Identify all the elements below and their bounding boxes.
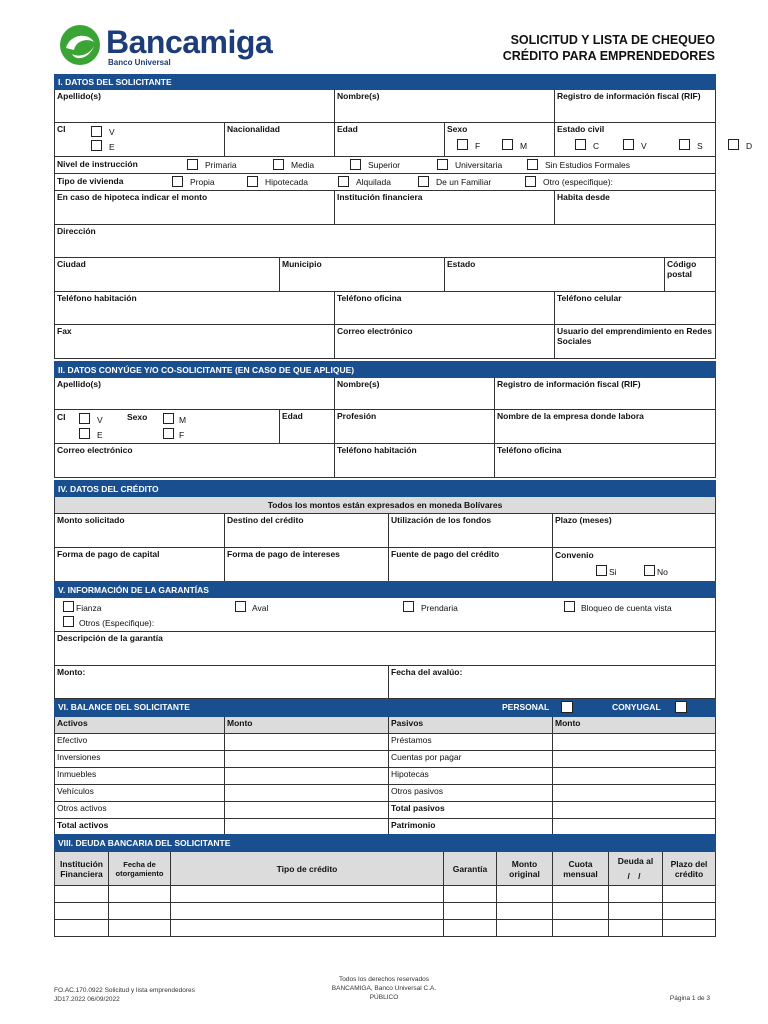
pasivo-label: Total pasivos: [389, 802, 553, 819]
activo-label: Vehículos: [55, 785, 225, 802]
col-deuda-al-label: Deuda al: [617, 856, 654, 866]
conyuge-ci-v-checkbox[interactable]: [79, 413, 90, 424]
hipoteca-monto-field[interactable]: En caso de hipoteca indicar el monto: [55, 191, 335, 225]
moneda-note: Todos los montos están expresados en moneda Bolívares: [55, 497, 716, 514]
pasivo-monto-cell[interactable]: [553, 819, 716, 836]
otros-garantia-checkbox[interactable]: [63, 616, 74, 627]
propia-label: Propia: [190, 177, 215, 187]
direccion-field[interactable]: Dirección: [55, 225, 716, 258]
sexo-f-label: F: [475, 141, 481, 151]
bancamiga-logo-icon: [58, 24, 102, 66]
universitaria-label: Universitaria: [455, 160, 503, 170]
activo-monto-cell[interactable]: [225, 768, 389, 785]
pasivo-monto-cell[interactable]: [553, 802, 716, 819]
institucion-financiera-field[interactable]: Institución financiera: [335, 191, 555, 225]
sexo-label: Sexo: [447, 124, 468, 134]
prendaria-checkbox[interactable]: [403, 601, 414, 612]
deuda-cell[interactable]: [171, 920, 444, 937]
activo-monto-cell[interactable]: [225, 751, 389, 768]
conyuge-sexo-label: Sexo: [127, 412, 148, 422]
fax-field[interactable]: Fax: [55, 325, 335, 359]
conyuge-ci-v-label: V: [97, 415, 103, 425]
col-deuda-al-date: / /: [627, 871, 644, 881]
ciudad-field[interactable]: Ciudad: [55, 258, 280, 292]
pasivo-label: Hipotecas: [389, 768, 553, 785]
document-title-line1: SOLICITUD Y LISTA DE CHEQUEO: [510, 33, 715, 47]
deuda-cell[interactable]: [609, 920, 663, 937]
table-row: [55, 819, 716, 836]
hipotecada-label: Hipotecada: [265, 177, 309, 187]
pasivo-monto-cell[interactable]: [553, 768, 716, 785]
familiar-checkbox[interactable]: [418, 176, 429, 187]
media-label: Media: [291, 160, 315, 170]
ci-e-label: E: [109, 142, 115, 152]
col-activos: Activos: [55, 717, 225, 734]
ci-e-checkbox[interactable]: [91, 140, 102, 151]
col-garantia: Garantía: [444, 852, 497, 886]
monto-solicitado-field[interactable]: Monto solicitado: [55, 514, 225, 548]
conyuge-empresa-field[interactable]: Nombre de la empresa donde labora: [495, 410, 716, 444]
telefono-celular-field[interactable]: Teléfono celular: [555, 292, 716, 325]
conyuge-correo-field[interactable]: Correo electrónico: [55, 444, 335, 478]
personal-label: PERSONAL: [502, 702, 550, 712]
col-institucion: Institución Financiera: [55, 852, 109, 886]
sexo-f-checkbox[interactable]: [457, 139, 468, 150]
propia-checkbox[interactable]: [172, 176, 183, 187]
footer-classification: PÚBLICO: [369, 994, 399, 1001]
deuda-cell[interactable]: [497, 920, 553, 937]
civil-c-checkbox[interactable]: [575, 139, 586, 150]
conyuge-tel-ofi-field[interactable]: Teléfono oficina: [495, 444, 716, 478]
sin-estudios-label: Sin Estudios Formales: [545, 160, 631, 170]
forma-pago-intereses-field[interactable]: Forma de pago de intereses: [225, 548, 389, 582]
utilizacion-fondos-field[interactable]: Utilización de los fondos: [389, 514, 553, 548]
section-deuda-bancaria: [54, 834, 716, 937]
fianza-label: Fianza: [76, 603, 102, 613]
bloqueo-checkbox[interactable]: [564, 601, 575, 612]
conyuge-apellidos-field[interactable]: Apellido(s): [55, 378, 335, 410]
deuda-cell[interactable]: [553, 886, 609, 903]
otros-garantia-label: Otros (Especifique):: [79, 618, 155, 628]
media-checkbox[interactable]: [273, 159, 284, 170]
logo-name: Bancamiga: [106, 24, 273, 60]
ci-v-checkbox[interactable]: [91, 126, 102, 137]
activo-label: Otros activos: [55, 802, 225, 819]
estado-civil-field[interactable]: [555, 123, 753, 157]
conyuge-ci-label: CI: [57, 412, 66, 422]
deuda-cell[interactable]: [497, 903, 553, 920]
tipo-garantia-row: [55, 598, 716, 632]
sexo-m-checkbox[interactable]: [502, 139, 513, 150]
col-monto-pasivos: Monto: [553, 717, 716, 734]
col-cuota-mensual: Cuota mensual: [553, 852, 609, 886]
civil-s-label: S: [697, 141, 703, 151]
section-title: IV. DATOS DEL CRÉDITO: [55, 481, 716, 497]
fianza-checkbox[interactable]: [63, 601, 74, 612]
footer-company: BANCAMIGA, Banco Universal C.A.: [331, 985, 437, 992]
deuda-cell[interactable]: [444, 920, 497, 937]
activo-label: Efectivo: [55, 734, 225, 751]
col-fecha-otorgamiento: Fecha de otorgamiento: [109, 852, 171, 886]
ci-v-label: V: [109, 127, 115, 137]
activo-label: Total activos: [55, 819, 225, 836]
section-title: VIII. DEUDA BANCARIA DEL SOLICITANTE: [55, 835, 716, 852]
estado-civil-label: Estado civil: [557, 124, 605, 134]
fecha-avaluo-field[interactable]: Fecha del avalúo:: [389, 666, 716, 699]
deuda-cell[interactable]: [497, 886, 553, 903]
col-plazo-credito: Plazo del crédito: [663, 852, 716, 886]
convenio-field[interactable]: [553, 548, 716, 582]
primaria-label: Primaria: [205, 160, 237, 170]
footer-form-code: FO.AC.170.0922 Solicitud y lista emprendedores: [54, 987, 195, 994]
table-row: [55, 903, 716, 920]
nacionalidad-field[interactable]: Nacionalidad: [225, 123, 335, 157]
pasivo-label: Otros pasivos: [389, 785, 553, 802]
correo-field[interactable]: Correo electrónico: [335, 325, 555, 359]
conyugal-label: CONYUGAL: [612, 702, 661, 712]
deuda-cell[interactable]: [663, 903, 716, 920]
municipio-field[interactable]: Municipio: [280, 258, 445, 292]
usuario-redes-field[interactable]: Usuario del emprendimiento en Redes Sociales: [555, 325, 716, 359]
section-title: V. INFORMACIÓN DE LA GARANTÍAS: [55, 582, 716, 598]
activo-monto-cell[interactable]: [225, 819, 389, 836]
nivel-instruccion-row: [55, 157, 716, 174]
ci-label: CI: [57, 124, 66, 134]
convenio-no-label: No: [657, 567, 668, 577]
table-row: [55, 886, 716, 903]
section-title: VI. BALANCE DEL SOLICITANTE: [58, 702, 190, 712]
monto-garantia-field[interactable]: Monto:: [55, 666, 389, 699]
civil-c-label: C: [593, 141, 600, 151]
bloqueo-label: Bloqueo de cuenta vista: [581, 603, 672, 613]
telefono-habitacion-field[interactable]: Teléfono habitación: [55, 292, 335, 325]
pasivo-monto-cell[interactable]: [553, 751, 716, 768]
convenio-si-label: Si: [609, 567, 617, 577]
civil-d-checkbox[interactable]: [728, 139, 739, 150]
deuda-cell[interactable]: [553, 920, 609, 937]
apellidos-field[interactable]: Apellido(s): [55, 90, 335, 123]
activo-label: Inmuebles: [55, 768, 225, 785]
descripcion-garantia-field[interactable]: Descripción de la garantía: [55, 632, 716, 666]
pasivo-label: Cuentas por pagar: [389, 751, 553, 768]
logo-subtitle: Banco Universal: [108, 58, 171, 67]
footer-center: [284, 975, 484, 1002]
conyuge-ci-e-checkbox[interactable]: [79, 428, 90, 439]
civil-v-checkbox[interactable]: [623, 139, 634, 150]
nivel-label: Nivel de instrucción: [57, 159, 138, 169]
tipo-vivienda-label: Tipo de vivienda: [57, 176, 124, 186]
conyuge-sexo-f-checkbox[interactable]: [163, 428, 174, 439]
hipotecada-checkbox[interactable]: [247, 176, 258, 187]
deuda-cell[interactable]: [663, 886, 716, 903]
universitaria-checkbox[interactable]: [437, 159, 448, 170]
pasivo-monto-cell[interactable]: [553, 734, 716, 751]
convenio-no-checkbox[interactable]: [644, 565, 655, 576]
section-balance: [54, 699, 716, 836]
convenio-si-checkbox[interactable]: [596, 565, 607, 576]
civil-s-checkbox[interactable]: [679, 139, 690, 150]
conyuge-rif-field[interactable]: Registro de información fiscal (RIF): [495, 378, 716, 410]
deuda-cell[interactable]: [609, 886, 663, 903]
convenio-label: Convenio: [555, 550, 594, 560]
section-datos-conyuge: [54, 361, 716, 478]
deuda-cell[interactable]: [171, 903, 444, 920]
deuda-cell[interactable]: [55, 886, 109, 903]
superior-label: Superior: [368, 160, 401, 170]
activo-monto-cell[interactable]: [225, 734, 389, 751]
table-row: [55, 734, 716, 751]
deuda-cell[interactable]: [109, 886, 171, 903]
section-datos-solicitante: [54, 74, 753, 359]
ci-field[interactable]: [55, 123, 225, 157]
conyuge-profesion-field[interactable]: Profesión: [335, 410, 495, 444]
deuda-cell[interactable]: [444, 886, 497, 903]
col-deuda-al: [609, 852, 663, 886]
nombres-field[interactable]: Nombre(s): [335, 90, 555, 123]
familiar-label: De un Familiar: [436, 177, 492, 187]
deuda-cell[interactable]: [55, 920, 109, 937]
codigo-postal-field[interactable]: Código postal: [665, 258, 716, 292]
activo-monto-cell[interactable]: [225, 802, 389, 819]
deuda-cell[interactable]: [609, 903, 663, 920]
plazo-meses-field[interactable]: Plazo (meses): [553, 514, 716, 548]
deuda-cell[interactable]: [171, 886, 444, 903]
activo-label: Inversiones: [55, 751, 225, 768]
col-monto-original: Monto original: [497, 852, 553, 886]
aval-label: Aval: [252, 603, 269, 613]
col-monto-activos: Monto: [225, 717, 389, 734]
conyuge-nombres-field[interactable]: Nombre(s): [335, 378, 495, 410]
table-row: [55, 785, 716, 802]
estado-field[interactable]: Estado: [445, 258, 665, 292]
pasivo-label: Préstamos: [389, 734, 553, 751]
sexo-field[interactable]: [445, 123, 555, 157]
civil-d-label: D: [746, 141, 753, 151]
bancamiga-logo: [58, 24, 288, 72]
destino-credito-field[interactable]: Destino del crédito: [225, 514, 389, 548]
activo-monto-cell[interactable]: [225, 785, 389, 802]
conyuge-edad-field[interactable]: Edad: [280, 410, 335, 444]
sexo-m-label: M: [520, 141, 528, 151]
footer-left: [54, 986, 195, 1004]
conyuge-sexo-m-label: M: [179, 415, 187, 425]
deuda-cell[interactable]: [109, 903, 171, 920]
deuda-cell[interactable]: [109, 920, 171, 937]
prendaria-label: Prendaria: [421, 603, 458, 613]
section-title: II. DATOS CONYÚGE Y/O CO-SOLICITANTE (EN CASO DE QUE APLIQUE): [55, 362, 716, 378]
civil-v-label: V: [641, 141, 647, 151]
section-datos-credito: [54, 480, 716, 582]
edad-field[interactable]: Edad: [335, 123, 445, 157]
table-row: [55, 920, 716, 937]
primaria-checkbox[interactable]: [187, 159, 198, 170]
table-row: [55, 768, 716, 785]
habita-desde-field[interactable]: Habita desde: [555, 191, 716, 225]
forma-pago-capital-field[interactable]: Forma de pago de capital: [55, 548, 225, 582]
conyugal-checkbox[interactable]: [675, 701, 687, 713]
deuda-cell[interactable]: [553, 903, 609, 920]
page-number: Página 1 de 3: [669, 995, 710, 1002]
rif-field[interactable]: Registro de información fiscal (RIF): [555, 90, 716, 123]
otro-vivienda-label: Otro (especifique):: [543, 177, 613, 187]
footer-approval: JD17.2022 06/09/2022: [54, 996, 120, 1003]
conyuge-ci-sexo-field[interactable]: [55, 410, 280, 444]
conyuge-tel-hab-field[interactable]: Teléfono habitación: [335, 444, 495, 478]
superior-checkbox[interactable]: [350, 159, 361, 170]
conyuge-sexo-m-checkbox[interactable]: [163, 413, 174, 424]
pasivo-monto-cell[interactable]: [553, 785, 716, 802]
otro-vivienda-checkbox[interactable]: [525, 176, 536, 187]
table-row: [55, 751, 716, 768]
telefono-oficina-field[interactable]: Teléfono oficina: [335, 292, 555, 325]
section-garantias: [54, 581, 716, 699]
table-row: [55, 802, 716, 819]
deuda-cell[interactable]: [55, 903, 109, 920]
fuente-pago-field[interactable]: Fuente de pago del crédito: [389, 548, 553, 582]
footer-rights: Todos los derechos reservados: [339, 976, 429, 983]
section-title: I. DATOS DEL SOLICITANTE: [55, 75, 716, 90]
alquilada-label: Alquilada: [356, 177, 391, 187]
deuda-cell[interactable]: [444, 903, 497, 920]
aval-checkbox[interactable]: [235, 601, 246, 612]
col-pasivos: Pasivos: [389, 717, 553, 734]
sin-estudios-checkbox[interactable]: [527, 159, 538, 170]
personal-checkbox[interactable]: [561, 701, 573, 713]
section-title-row: [55, 700, 716, 717]
col-tipo-credito: Tipo de crédito: [171, 852, 444, 886]
deuda-cell[interactable]: [663, 920, 716, 937]
tipo-vivienda-row: [55, 174, 716, 191]
pasivo-label: Patrimonio: [389, 819, 553, 836]
alquilada-checkbox[interactable]: [338, 176, 349, 187]
document-title-line2: CRÉDITO PARA EMPRENDEDORES: [502, 49, 715, 63]
conyuge-sexo-f-label: F: [179, 430, 185, 440]
conyuge-ci-e-label: E: [97, 430, 103, 440]
